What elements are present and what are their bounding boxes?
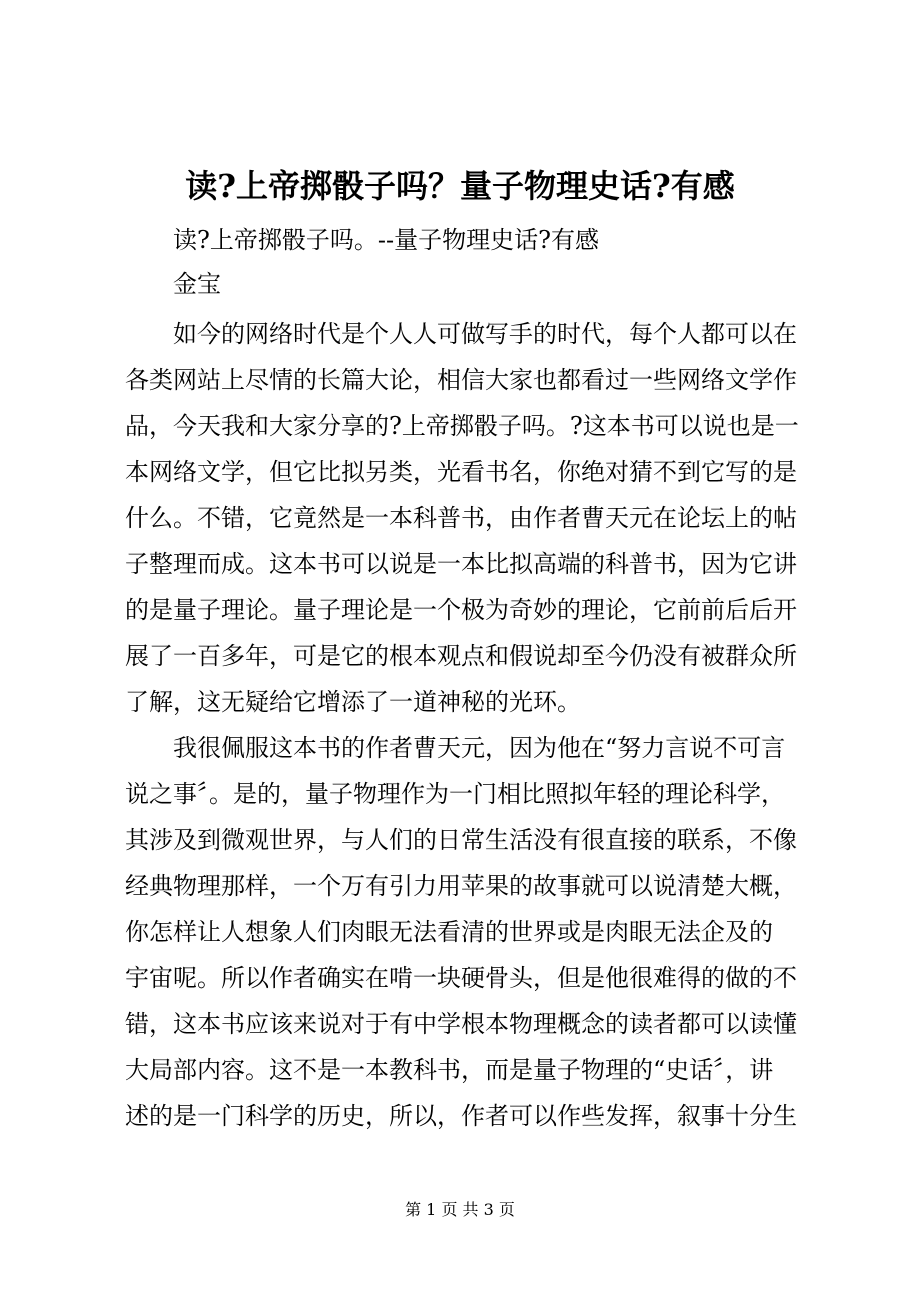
paragraph-line: 宇宙呢。所以作者确实在啃一块硬骨头，但是他很难得的做的不 (125, 964, 797, 992)
paragraph-1 (125, 311, 815, 725)
paragraph-line: 了解，这无疑给它增添了一道神秘的光环。 (125, 688, 581, 716)
paragraph-line: 什么。不错，它竟然是一本科普书，由作者曹天元在论坛上的帖 (125, 504, 797, 532)
paragraph-line: 说之事〞。是的，量子物理作为一门相比照拟年轻的理论科学， (125, 780, 785, 808)
paragraph-line: 如今的网络时代是个人人可做写手的时代，每个人都可以在 (125, 320, 797, 348)
paragraph-line: 大局部内容。这不是一本教科书，而是量子物理的“史话〞，讲 (125, 1056, 774, 1084)
document-subtitle: 读?上帝掷骰子吗。--量子物理史话?有感 (173, 226, 599, 254)
paragraph-line: 错，这本书应该来说对于有中学根本物理概念的读者都可以读懂 (125, 1010, 797, 1038)
paragraph-line: 其涉及到微观世界，与人们的日常生活没有很直接的联系，不像 (125, 826, 797, 854)
paragraph-2 (125, 725, 815, 1139)
paragraph-line: 述的是一门科学的历史，所以，作者可以作些发挥，叙事十分生 (125, 1102, 797, 1130)
author-name: 金宝 (173, 270, 221, 298)
page-footer: 第 1 页 共 3 页 (405, 1200, 515, 1219)
document-title: 读?上帝掷骰子吗？量子物理史话?有感 (185, 167, 735, 205)
paragraph-line: 的是量子理论。量子理论是一个极为奇妙的理论，它前前后后开 (125, 596, 797, 624)
paragraph-line: 经典物理那样，一个万有引力用苹果的故事就可以说清楚大概， (125, 872, 797, 900)
paragraph-line: 各类网站上尽情的长篇大论，相信大家也都看过一些网络文学作 (125, 366, 797, 394)
paragraph-line: 本网络文学，但它比拟另类，光看书名，你绝对猜不到它写的是 (125, 458, 797, 486)
paragraph-line: 展了一百多年，可是它的根本观点和假说却至今仍没有被群众所 (125, 642, 797, 670)
paragraph-line: 品，今天我和大家分享的?上帝掷骰子吗。?这本书可以说也是一 (125, 412, 799, 440)
paragraph-line: 子整理而成。这本书可以说是一本比拟高端的科普书，因为它讲 (125, 550, 797, 578)
paragraph-line: 我很佩服这本书的作者曹天元，因为他在“努力言说不可言 (125, 734, 786, 762)
paragraph-line: 你怎样让人想象人们肉眼无法看清的世界或是肉眼无法企及的 (125, 918, 773, 946)
